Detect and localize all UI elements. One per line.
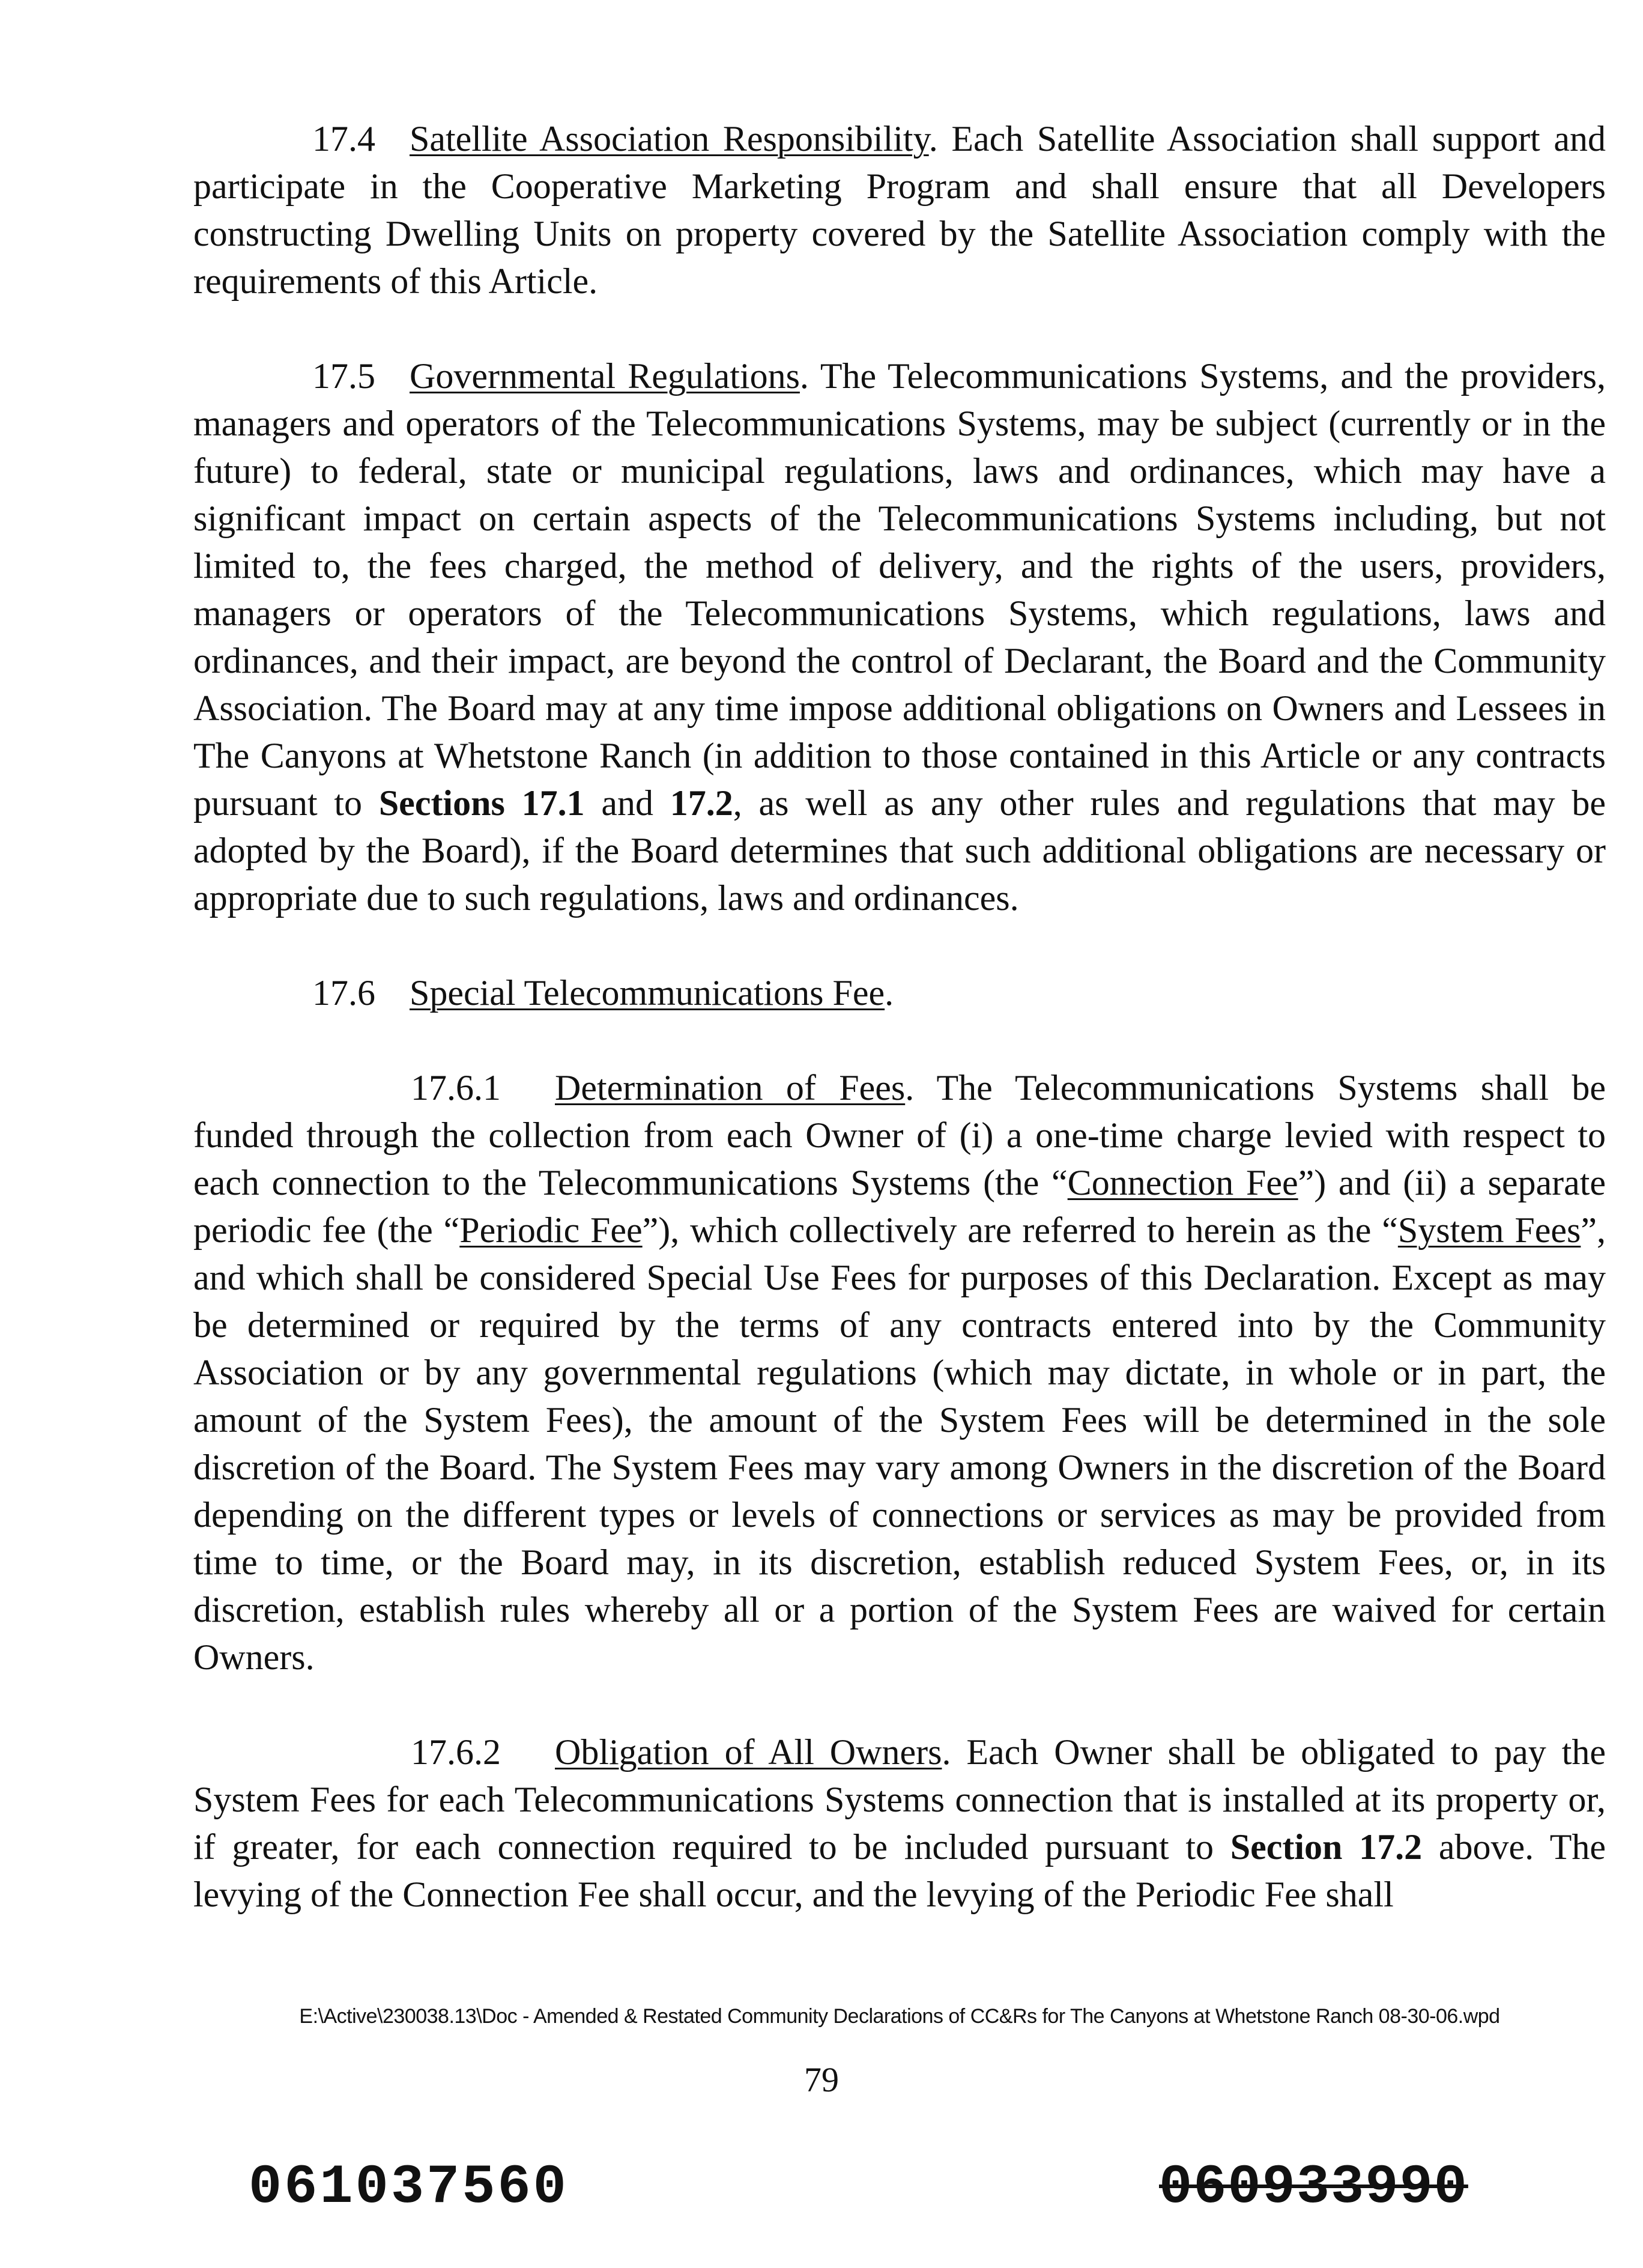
defined-term: System Fees xyxy=(1397,1210,1581,1250)
section-text: . Each Owner shall be obligated to pay the System Fees for each Telecommunications Systems connection that is installed at its property or, if greater, for each connection required to be included pursuant to xyxy=(193,1732,1606,1867)
document-body xyxy=(193,115,1606,1966)
section-17-6-2 xyxy=(193,1729,1606,1918)
section-number: 17.6 xyxy=(312,973,375,1013)
section-17-4 xyxy=(193,115,1606,305)
struck-document-number: 060933990 xyxy=(1159,2156,1468,2219)
section-reference: Sections 17.1 xyxy=(378,783,585,823)
section-number: 17.5 xyxy=(312,356,375,396)
section-17-6 xyxy=(193,969,1606,1017)
document-number: 061037560 xyxy=(249,2156,569,2219)
section-heading: Satellite Association Responsibility xyxy=(410,119,929,159)
section-text: ”, and which shall be considered Special Use Fees for purposes of this Declaration. Except as may be determined or required by the terms of any contracts entered into by the Community Association or by any governmental regulations (which may dictate, in whole or in part, the amount of the System Fees), the amount of the System Fees will be determined in the sole discretion of the Board. The System Fees may vary among Owners in the discretion of the Board depending on the different types or levels of connections or services as may be provided from time to time, or the Board may, in its discretion, establish reduced System Fees, or, in its discretion, establish rules whereby all or a portion of the System Fees are waived for certain Owners. xyxy=(193,1210,1606,1677)
section-text: ”), which collectively are referred to herein as the “ xyxy=(642,1210,1398,1250)
section-text: . The Telecommunications Systems shall be funded through the collection from each Owner of (i) a one-time charge levied with respect to each connection to the Telecommunications Systems (the “ xyxy=(193,1068,1606,1202)
section-text: and xyxy=(584,783,670,823)
footer-file-path: E:\Active\230038.13\Doc - Amended & Restated Community Declarations of CC&Rs for The Canyons at Whetstone Ranch 08-30-06.wpd xyxy=(299,2005,1500,2028)
section-text: . The Telecommunications Systems, and the providers, managers and operators of the Telecommunications Systems, may be subject (currently or in the future) to federal, state or municipal regulations, laws and ordinances, which may have a significant impact on certain aspects of the Telecommunications Systems including, but not limited to, the fees charged, the method of delivery, and the rights of the users, providers, managers or operators of the Telecommunications Systems, which regulations, laws and ordinances, and their impact, are beyond the control of Declarant, the Board and the Community Association. The Board may at any time impose additional obligations on Owners and Lessees in The Canyons at Whetstone Ranch (in addition to those contained in this Article or any contracts pursuant to xyxy=(193,356,1606,823)
page-number: 79 xyxy=(804,2060,839,2099)
section-text: , as well as any other rules and regulations that may be adopted by the Board), if the Board determines that such additional obligations are necessary or appropriate due to such regulations, laws and ordinances. xyxy=(193,783,1606,918)
section-text: . Each Satellite Association shall support and participate in the Cooperative Marketing Program and shall ensure that all Developers constructing Dwelling Units on property covered by the Satellite Association comply with the requirements of this Article. xyxy=(193,119,1606,301)
section-reference: 17.2 xyxy=(670,783,733,823)
section-number: 17.4 xyxy=(312,119,375,159)
section-17-6-1 xyxy=(193,1064,1606,1681)
section-number: 17.6.1 xyxy=(411,1068,501,1108)
section-text: above. The levying of the Connection Fee shall occur, and the levying of the Periodic Fee shall xyxy=(193,1827,1606,1914)
defined-term: Periodic Fee xyxy=(459,1210,643,1250)
section-17-5 xyxy=(193,353,1606,922)
section-heading: Governmental Regulations xyxy=(410,356,800,396)
section-number: 17.6.2 xyxy=(411,1732,501,1772)
section-heading: Obligation of All Owners xyxy=(555,1732,942,1772)
section-text: . xyxy=(885,973,894,1013)
section-heading: Determination of Fees xyxy=(555,1068,906,1108)
section-reference: Section 17.2 xyxy=(1230,1827,1423,1867)
defined-term: Connection Fee xyxy=(1067,1163,1298,1202)
section-heading: Special Telecommunications Fee xyxy=(410,973,885,1013)
section-text: ”) and (ii) a separate periodic fee (the “ xyxy=(193,1163,1606,1250)
